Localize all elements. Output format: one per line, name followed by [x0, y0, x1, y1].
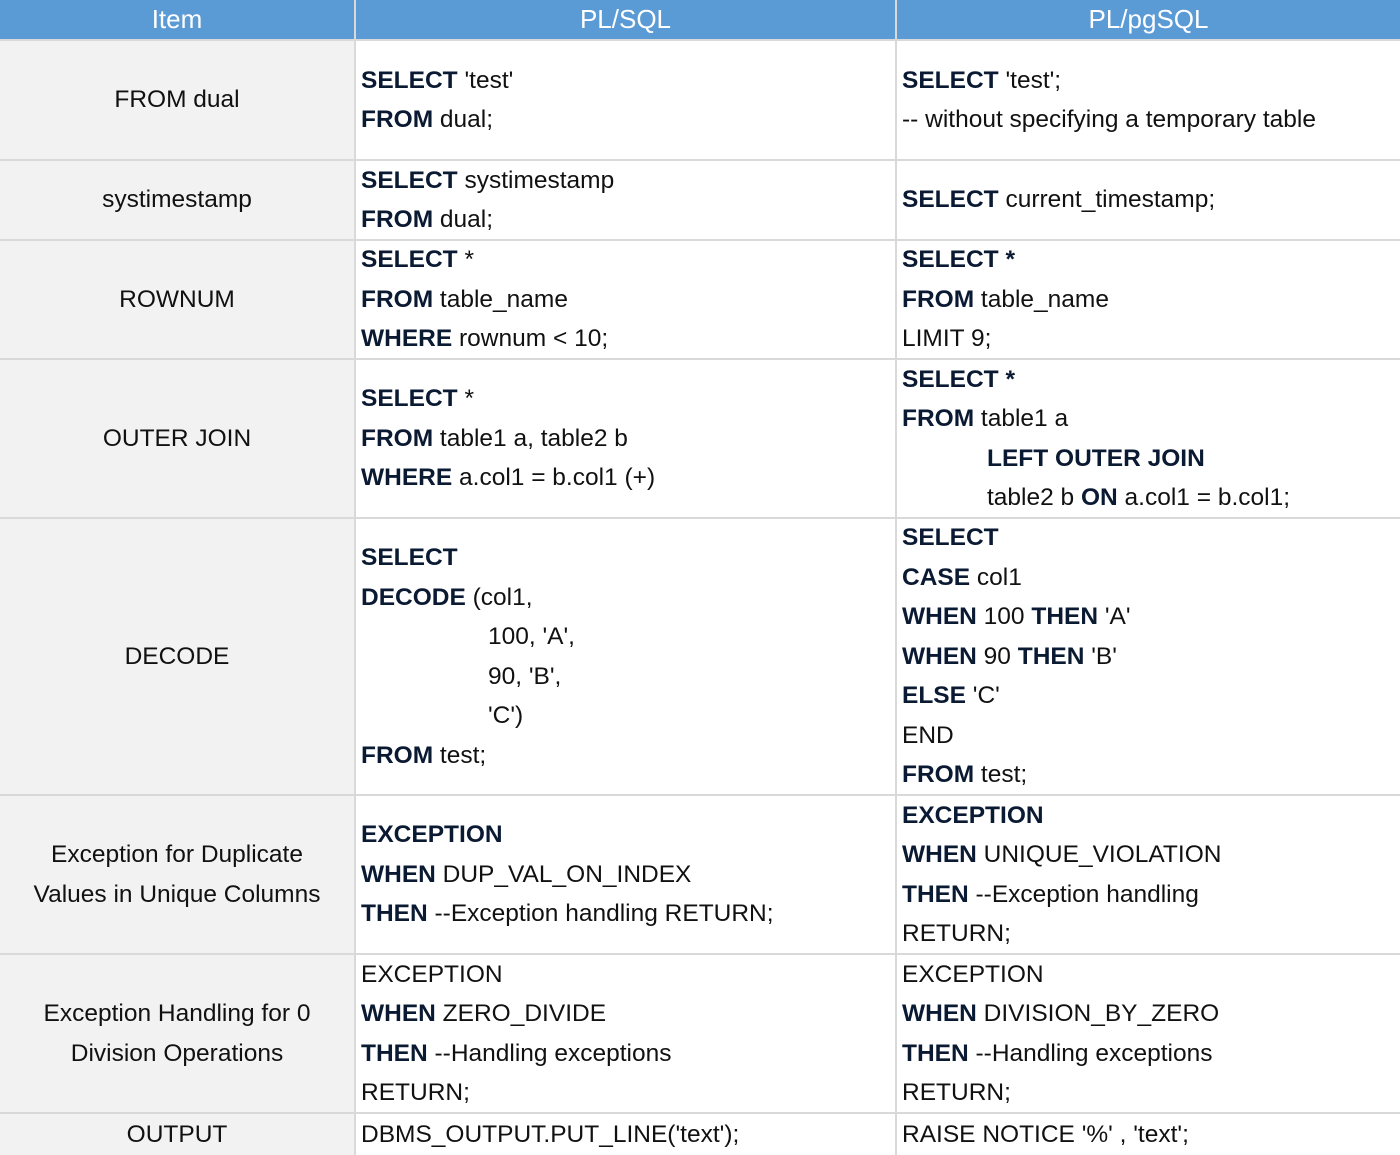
code-text: EXCEPTION	[361, 960, 503, 988]
item-label: DECODE	[124, 642, 230, 670]
code-text: 100, 'A',	[488, 623, 575, 650]
table-row	[0, 41, 1400, 159]
code-line	[902, 180, 1400, 220]
code-line	[361, 894, 895, 934]
header-item: Item	[0, 0, 354, 39]
code-line	[361, 280, 895, 320]
code-line	[902, 994, 1400, 1034]
code-keyword: SELECT	[902, 246, 999, 274]
code-keyword: FROM	[902, 405, 975, 432]
plsql-cell	[356, 1114, 895, 1155]
code-keyword: FROM	[902, 285, 975, 313]
code-line	[361, 538, 895, 578]
code-keyword: DECODE	[361, 583, 466, 611]
code-text: test;	[974, 761, 1028, 789]
code-keyword: SELECT	[361, 166, 458, 194]
code-keyword: WHEN	[902, 841, 977, 868]
code-line	[361, 657, 895, 697]
code-line	[361, 955, 895, 994]
code-text: systimestamp	[457, 166, 615, 194]
code-keyword: SELECT	[902, 524, 999, 552]
code-line	[361, 994, 895, 1034]
code-line	[902, 755, 1400, 794]
code-keyword: SELECT	[361, 385, 458, 413]
code-line	[361, 100, 895, 140]
code-text: LIMIT 9;	[902, 325, 992, 353]
code-line	[902, 676, 1400, 716]
code-line	[902, 439, 1400, 479]
table-row	[0, 519, 1400, 794]
code-line	[361, 379, 895, 419]
header-row	[0, 0, 1400, 39]
code-line	[361, 1034, 895, 1074]
plpgsql-cell	[897, 241, 1400, 358]
code-line	[902, 637, 1400, 677]
item-cell	[0, 241, 354, 358]
code-text: ZERO_DIVIDE	[435, 1000, 607, 1027]
code-line	[902, 399, 1400, 439]
code-text: RAISE NOTICE '%' , 'text';	[902, 1120, 1189, 1148]
header-plsql: PL/SQL	[356, 0, 895, 39]
code-keyword: THEN	[902, 880, 969, 908]
code-text: table1 a, table2 b	[433, 424, 628, 452]
code-text: 'A'	[1098, 603, 1131, 631]
code-text: table_name	[974, 285, 1109, 313]
code-line	[361, 696, 895, 736]
code-keyword: SELECT	[361, 246, 458, 274]
code-keyword: WHERE	[361, 464, 453, 492]
code-keyword: ON	[1081, 484, 1118, 511]
code-keyword: FROM	[361, 424, 434, 452]
table-row	[0, 1114, 1400, 1155]
code-line	[361, 1115, 895, 1155]
plpgsql-cell	[897, 519, 1400, 794]
code-keyword: SELECT	[361, 66, 458, 94]
code-text: *	[457, 385, 474, 413]
code-line	[902, 478, 1400, 517]
code-text: table1 a	[974, 405, 1069, 432]
code-line	[361, 458, 895, 498]
plpgsql-cell	[897, 41, 1400, 159]
code-text: RETURN;	[902, 1079, 1011, 1106]
item-label: Exception for Duplicate	[51, 841, 303, 868]
code-keyword: SELECT	[902, 186, 999, 214]
plpgsql-cell	[897, 796, 1400, 953]
code-keyword: WHEN	[902, 603, 977, 631]
table-row	[0, 360, 1400, 517]
code-line	[902, 241, 1400, 280]
table-row	[0, 796, 1400, 953]
code-keyword: FROM	[361, 206, 434, 233]
plsql-cell	[356, 519, 895, 794]
item-label: FROM dual	[114, 86, 240, 114]
code-text: 90, 'B',	[488, 662, 562, 690]
code-keyword: LEFT OUTER JOIN	[987, 444, 1205, 472]
code-text: table_name	[433, 285, 568, 313]
item-label: OUTPUT	[126, 1120, 228, 1148]
item-label: ROWNUM	[119, 285, 235, 313]
code-text: --Exception handling RETURN;	[427, 900, 774, 928]
item-label: Exception Handling for 0	[43, 1000, 311, 1027]
code-text: --Exception handling	[968, 880, 1199, 908]
header-plpgsql: PL/pgSQL	[897, 0, 1400, 39]
code-line	[902, 100, 1400, 140]
item-cell	[0, 360, 354, 517]
plsql-cell	[356, 796, 895, 953]
code-text: current_timestamp;	[998, 186, 1216, 214]
code-line	[902, 914, 1400, 953]
code-line	[902, 519, 1400, 558]
code-text: EXCEPTION	[902, 960, 1044, 988]
code-text: DUP_VAL_ON_INDEX	[435, 860, 692, 888]
code-line	[902, 1034, 1400, 1074]
code-keyword: FROM	[902, 761, 975, 789]
code-text: --Handling exceptions	[427, 1039, 672, 1067]
code-keyword: WHEN	[902, 642, 977, 670]
item-label: systimestamp	[102, 186, 252, 214]
plsql-cell	[356, 955, 895, 1112]
code-line	[902, 61, 1400, 101]
code-keyword: *	[998, 365, 1015, 393]
code-line	[361, 319, 895, 358]
code-text: -- without specifying a temporary table	[902, 106, 1316, 133]
code-line	[902, 716, 1400, 756]
code-text: a.col1 = b.col1;	[1117, 484, 1291, 511]
code-keyword: THEN	[1031, 603, 1099, 631]
plsql-cell	[356, 41, 895, 159]
code-text: 90	[976, 642, 1018, 670]
code-text: 'B'	[1084, 642, 1117, 670]
code-line	[902, 360, 1400, 399]
code-line	[902, 319, 1400, 358]
code-text: DIVISION_BY_ZERO	[976, 1000, 1220, 1027]
item-cell	[0, 1114, 354, 1155]
item-cell	[0, 796, 354, 953]
code-keyword: SELECT	[902, 365, 999, 393]
code-line	[361, 1073, 895, 1112]
code-line	[902, 835, 1400, 875]
code-text: RETURN;	[902, 920, 1011, 947]
code-text: *	[457, 246, 474, 274]
code-keyword: SELECT	[902, 66, 999, 94]
item-cell	[0, 161, 354, 239]
code-line	[902, 558, 1400, 598]
code-keyword: WHERE	[361, 325, 453, 353]
code-text: UNIQUE_VIOLATION	[976, 841, 1222, 868]
code-line	[361, 736, 895, 776]
plsql-cell	[356, 360, 895, 517]
code-text: 'test';	[998, 66, 1062, 94]
code-keyword: THEN	[1017, 642, 1085, 670]
plpgsql-cell	[897, 1114, 1400, 1155]
code-keyword: CASE	[902, 563, 971, 591]
code-text: --Handling exceptions	[968, 1039, 1213, 1067]
code-line	[361, 200, 895, 239]
code-text: 'test'	[457, 66, 514, 94]
code-line	[361, 61, 895, 101]
code-text: a.col1 = b.col1 (+)	[452, 464, 656, 492]
code-text: 'C')	[488, 702, 524, 729]
plsql-cell	[356, 161, 895, 239]
code-text: 'C'	[966, 682, 1000, 710]
code-keyword: EXCEPTION	[902, 801, 1044, 829]
code-keyword: THEN	[361, 1039, 428, 1067]
code-text: dual;	[433, 106, 494, 133]
plpgsql-cell	[897, 161, 1400, 239]
code-text: DBMS_OUTPUT.PUT_LINE('text');	[361, 1120, 740, 1148]
item-label: Values in Unique Columns	[33, 880, 321, 908]
code-line	[361, 161, 895, 200]
code-text: (col1,	[465, 583, 533, 611]
item-cell	[0, 41, 354, 159]
code-text: RETURN;	[361, 1079, 470, 1106]
plpgsql-cell	[897, 360, 1400, 517]
code-keyword: THEN	[361, 900, 428, 928]
code-line	[902, 1073, 1400, 1112]
code-keyword: ELSE	[902, 682, 966, 710]
item-label: Division Operations	[70, 1039, 284, 1067]
code-line	[361, 419, 895, 459]
code-text: dual;	[433, 206, 494, 233]
code-text: col1	[970, 563, 1022, 591]
code-line	[361, 578, 895, 618]
code-text: END	[902, 721, 954, 749]
code-keyword: WHEN	[902, 1000, 977, 1027]
plpgsql-cell	[897, 955, 1400, 1112]
table-row	[0, 955, 1400, 1112]
code-line	[361, 815, 895, 855]
plsql-cell	[356, 241, 895, 358]
code-text: rownum < 10;	[452, 325, 609, 353]
code-line	[361, 241, 895, 280]
table-row	[0, 161, 1400, 239]
item-cell	[0, 955, 354, 1112]
code-keyword: WHEN	[361, 860, 436, 888]
code-keyword: SELECT	[361, 544, 458, 571]
code-line	[902, 955, 1400, 994]
code-keyword: FROM	[361, 106, 434, 133]
table-row	[0, 241, 1400, 358]
code-text: test;	[433, 741, 487, 769]
code-line	[361, 855, 895, 895]
code-text: 100	[976, 603, 1032, 631]
item-label: OUTER JOIN	[102, 424, 252, 452]
code-text: table2 b	[987, 484, 1081, 511]
code-keyword: EXCEPTION	[361, 821, 503, 849]
code-line	[902, 280, 1400, 320]
code-line	[902, 875, 1400, 915]
code-line	[361, 617, 895, 657]
code-keyword: WHEN	[361, 1000, 436, 1027]
code-keyword: FROM	[361, 285, 434, 313]
code-line	[902, 796, 1400, 835]
code-keyword: *	[998, 246, 1015, 274]
code-keyword: FROM	[361, 741, 434, 769]
code-line	[902, 1115, 1400, 1155]
item-cell	[0, 519, 354, 794]
code-keyword: THEN	[902, 1039, 969, 1067]
code-line	[902, 597, 1400, 637]
